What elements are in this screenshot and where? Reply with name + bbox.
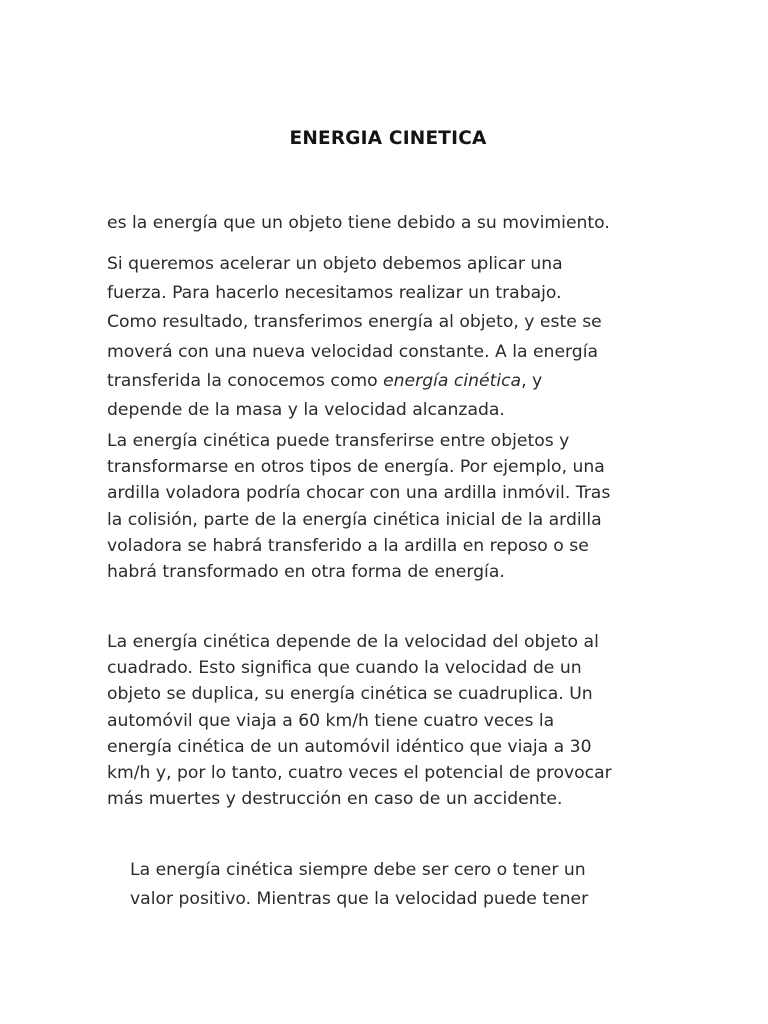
- paragraph-line: valor positivo. Mientras que la velocidad puede tener: [130, 888, 589, 909]
- paragraph-line: cuadrado. Esto significa que cuando la velocidad de un: [107, 658, 582, 679]
- paragraph-line: depende de la masa y la velocidad alcanzada.: [107, 400, 505, 421]
- paragraph-line: la colisión, parte de la energía cinética inicial de la ardilla: [107, 509, 602, 530]
- paragraph-line: habrá transformado en otra forma de energía.: [107, 562, 505, 583]
- paragraph-line: La energía cinética puede transferirse entre objetos y: [107, 431, 570, 451]
- emphasized-term: energía cinética: [383, 370, 522, 391]
- paragraph-line: ardilla voladora podría chocar con una ardilla inmóvil. Tras: [107, 483, 611, 504]
- paragraph-line: Si queremos acelerar un objeto debemos aplicar una: [107, 254, 563, 274]
- velocidad-paragraph: [107, 629, 667, 812]
- transfer-paragraph: [107, 428, 667, 585]
- line-text: , y: [521, 370, 543, 391]
- line-text: transferida la conocemos como: [107, 370, 384, 391]
- paragraph-line: transformarse en otros tipos de energía. Por ejemplo, una: [107, 457, 605, 478]
- paragraph-line: moverá con una nueva velocidad constante. A la energía: [107, 341, 599, 362]
- paragraph-line: más muertes y destrucción en caso de un accidente.: [107, 789, 563, 810]
- paragraph-line: automóvil que viaja a 60 km/h tiene cuatro veces la: [107, 710, 555, 731]
- paragraph-line: objeto se duplica, su energía cinética se cuadruplica. Un: [107, 684, 593, 705]
- paragraph-line: km/h y, por lo tanto, cuatro veces el potencial de provocar: [107, 763, 612, 784]
- fuerza-paragraph: [107, 250, 667, 425]
- paragraph-line: La energía cinética siempre debe ser cero o tener un: [130, 860, 586, 880]
- document-title: ENERGIA CINETICA: [289, 128, 487, 149]
- paragraph-line: energía cinética de un automóvil idéntico que viaja a 30: [107, 736, 592, 757]
- paragraph-line: [107, 367, 667, 396]
- paragraph-line: es la energía que un objeto tiene debido a su movimiento.: [107, 213, 610, 233]
- intro-paragraph: [107, 211, 667, 235]
- paragraph-line: Como resultado, transferimos energía al objeto, y este se: [107, 312, 602, 333]
- paragraph-line: voladora se habrá transferido a la ardilla en reposo o se: [107, 535, 589, 556]
- cero-paragraph: [130, 856, 690, 913]
- paragraph-line: fuerza. Para hacerlo necesitamos realizar un trabajo.: [107, 283, 562, 304]
- paragraph-line: La energía cinética depende de la velocidad del objeto al: [107, 632, 599, 652]
